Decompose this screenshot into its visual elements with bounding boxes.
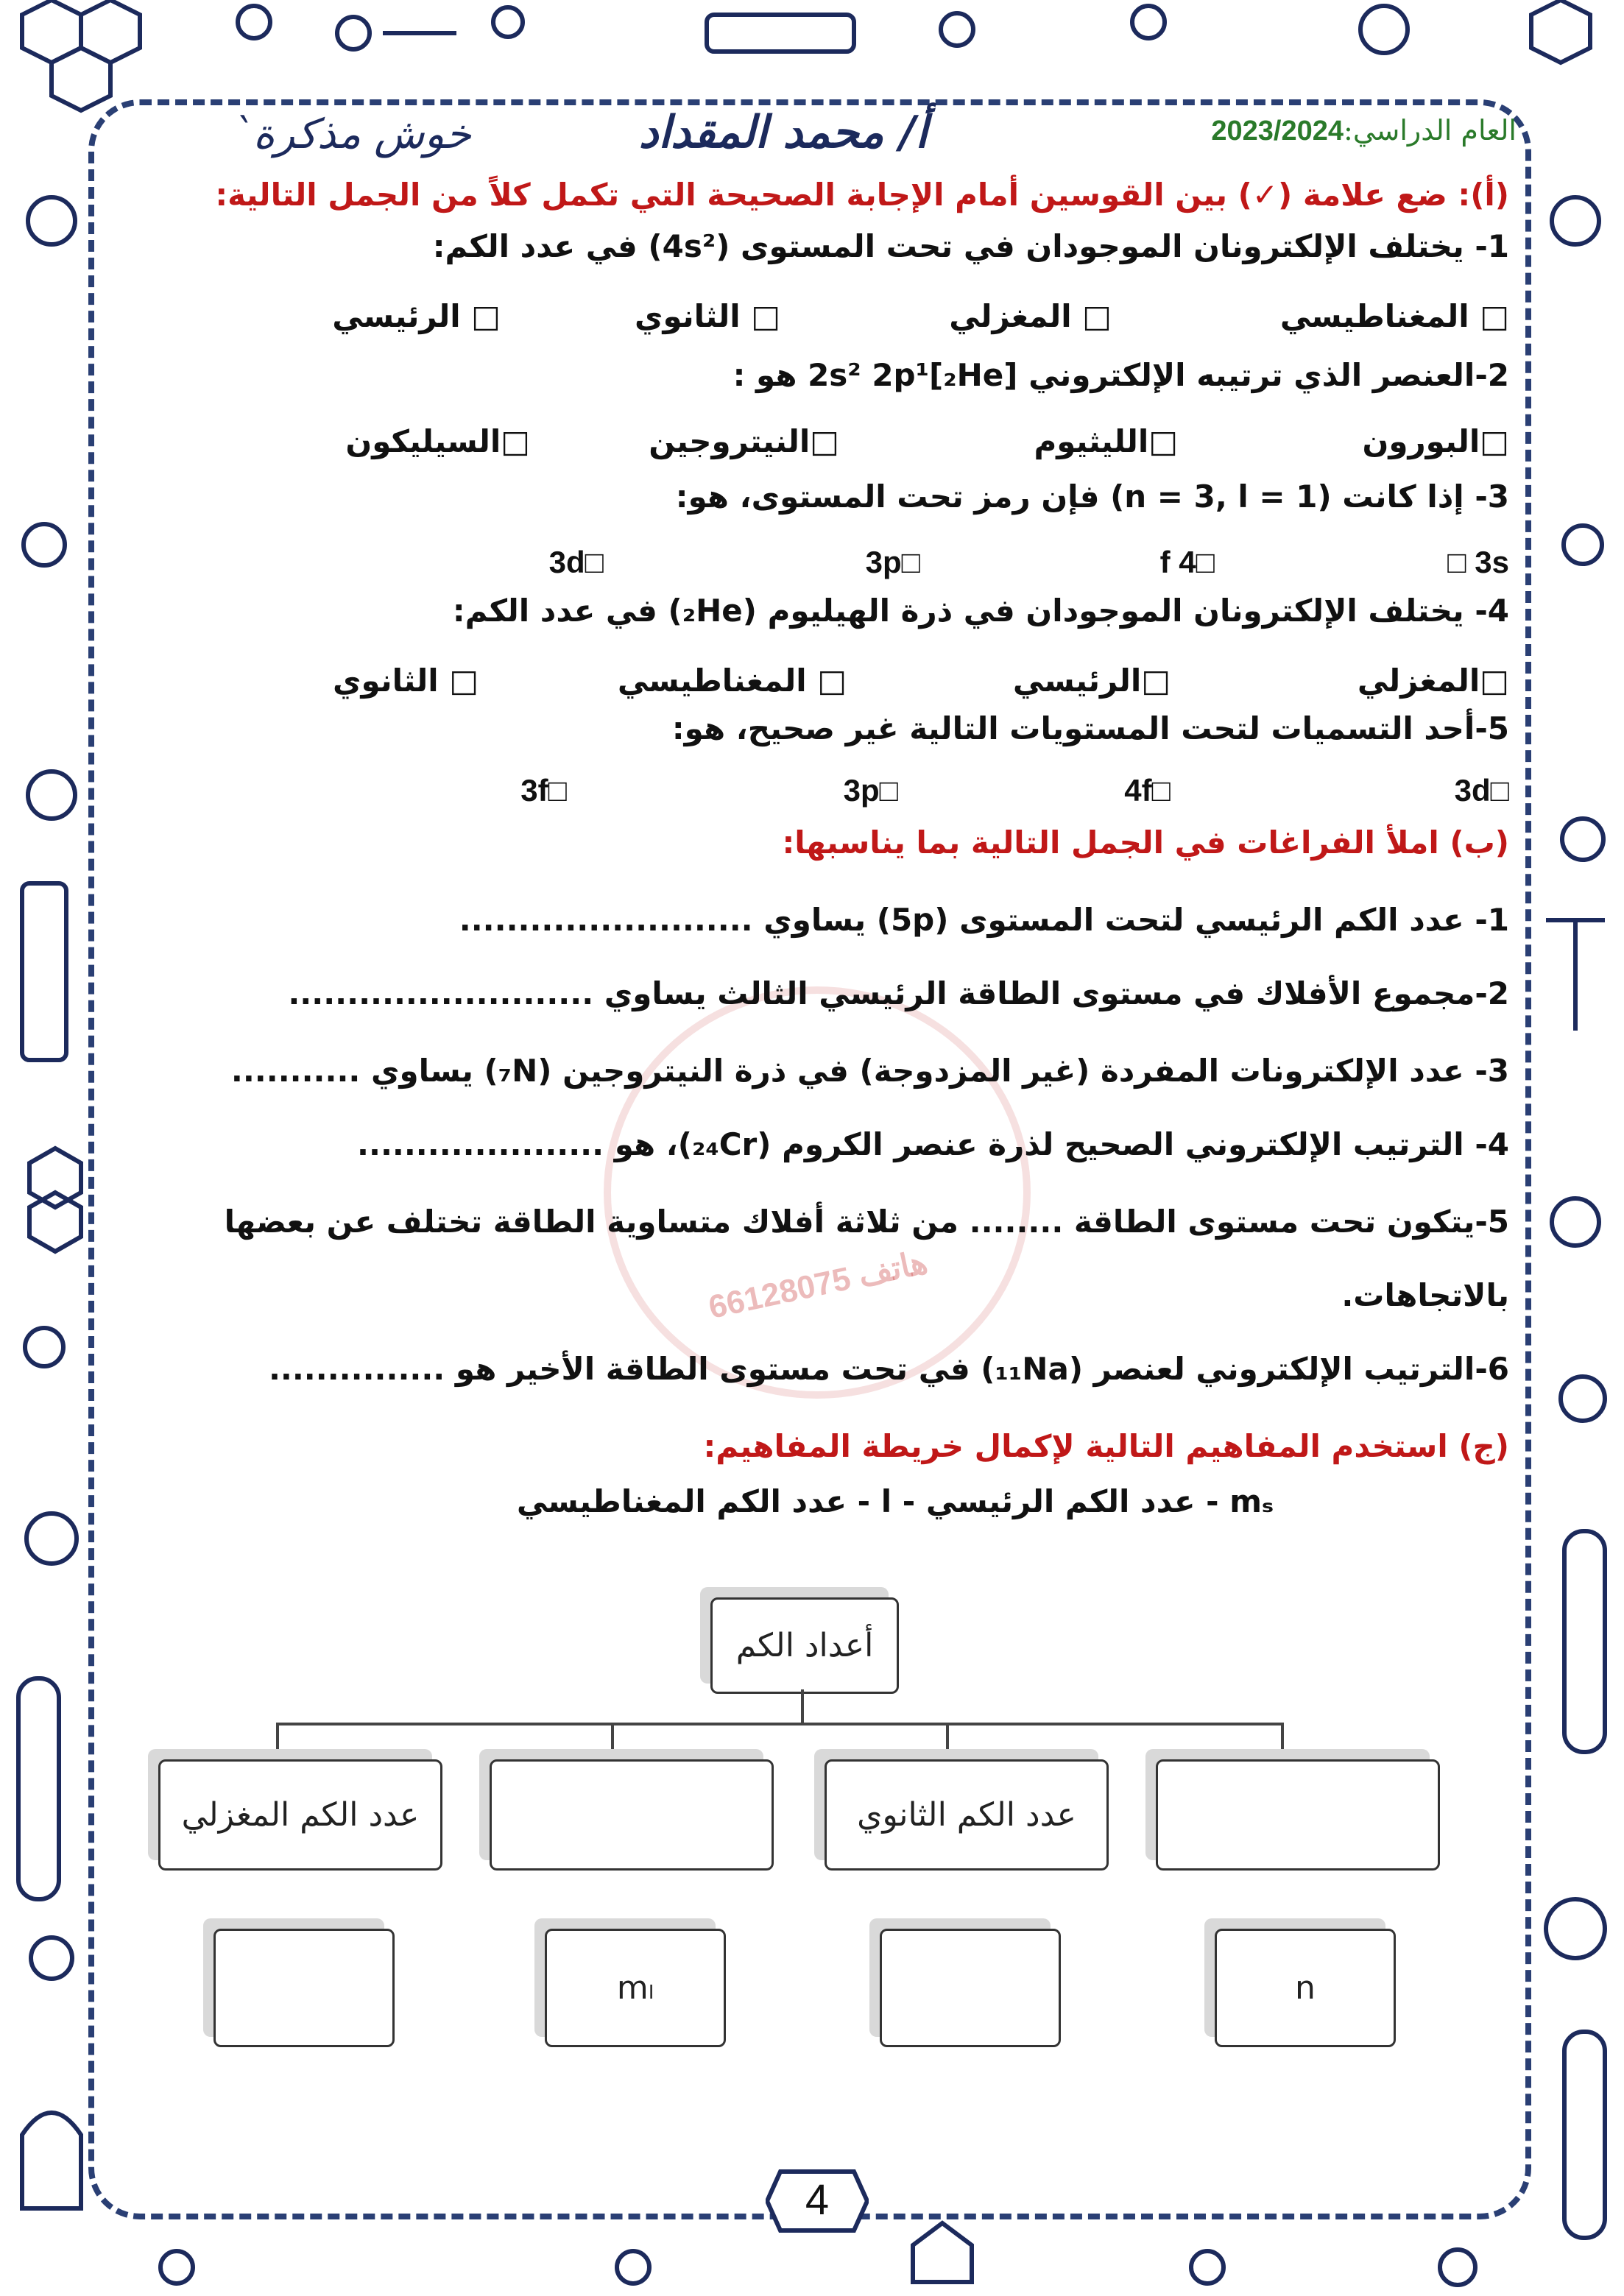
section-b-title: (ب) املأ الفراغات في الجمل التالية بما يناسبها:: [782, 824, 1509, 861]
concept-root: أعداد الكم: [710, 1597, 899, 1694]
concept-sub-n[interactable]: n: [1215, 1929, 1396, 2047]
connector-3: [946, 1723, 949, 1752]
academic-year: [1211, 114, 1517, 147]
concept-spin[interactable]: عدد الكم المغزلي: [158, 1759, 442, 1871]
question-2-options: [125, 423, 1509, 467]
concept-map: [129, 1568, 1447, 2083]
connector-horizontal: [276, 1723, 1281, 1725]
fill-item-2: 2-مجموع الأفلاك في مستوى الطاقة الرئيسي الثالث يساوي ..........................: [288, 975, 1509, 1011]
q4-option-1[interactable]: □المغزلي: [1357, 663, 1509, 699]
series-title: خوش مذكرة`: [233, 110, 471, 158]
concept-blank-1[interactable]: [490, 1759, 774, 1871]
q3-option-4[interactable]: □3d: [548, 545, 604, 579]
section-a-title: (أ): ضع علامة (✓) بين القوسين أمام الإجابة الصحيحة التي تكمل كلاً من الجمل التالية:: [215, 177, 1509, 213]
q3-option-2[interactable]: □4 f: [1159, 545, 1215, 579]
fill-item-1: 1- عدد الكم الرئيسي لتحت المستوى (5p) يساوي .........................: [459, 902, 1509, 938]
page-header: [118, 107, 1517, 166]
q1-option-1[interactable]: □ المغناطيسي: [1279, 298, 1509, 334]
q5-option-4[interactable]: □3f: [520, 773, 567, 808]
q2-option-1[interactable]: □البورون: [1362, 423, 1509, 459]
connector-2: [611, 1723, 614, 1752]
question-1-options: [125, 298, 1509, 342]
concept-azimuthal[interactable]: عدد الكم الثانوي: [825, 1759, 1109, 1871]
q3-option-1[interactable]: 3s □: [1447, 545, 1509, 579]
year-value: 2023/2024: [1211, 116, 1344, 146]
q4-option-4[interactable]: □ الثانوي: [333, 663, 479, 699]
q5-option-3[interactable]: □3p: [843, 773, 898, 808]
question-4-options: [125, 663, 1509, 707]
watermark-stamp: [604, 986, 1031, 1399]
year-label: العام الدراسي:: [1344, 114, 1517, 146]
fill-item-5-cont: بالاتجاهات.: [1341, 1277, 1509, 1313]
q1-option-2[interactable]: □ المغزلي: [949, 298, 1112, 334]
question-5-text: 5-أحد التسميات لتحت المستويات التالية غير صحيح، هو:: [671, 710, 1509, 746]
fill-item-5: 5-يتكون تحت مستوى الطاقة ........ من ثلاثة أفلاك متساوية الطاقة تختلف عن بعضها: [224, 1204, 1509, 1240]
q5-option-2[interactable]: □4f: [1124, 773, 1171, 808]
fill-item-4: 4- الترتيب الإلكتروني الصحيح لذرة عنصر الكروم (₂₄Cr)، هو .....................: [357, 1126, 1509, 1162]
q3-option-3[interactable]: □3p: [865, 545, 920, 579]
concept-sub-ml[interactable]: mₗ: [545, 1929, 726, 2047]
question-2-text: 2-العنصر الذي ترتيبه الإلكتروني [₂He]2s² 2p¹ هو :: [732, 357, 1509, 393]
fill-item-6: 6-الترتيب الإلكتروني لعنصر (₁₁Na) في تحت مستوى الطاقة الأخير هو ...............: [268, 1351, 1509, 1387]
q4-option-3[interactable]: □ المغناطيسي: [617, 663, 847, 699]
concept-list: mₛ - عدد الكم الرئيسي - l - عدد الكم المغناطيسي: [516, 1483, 1274, 1519]
page-number: 4: [805, 2176, 830, 2224]
q1-option-3[interactable]: □ الثانوي: [635, 298, 780, 334]
concept-blank-2[interactable]: [1156, 1759, 1440, 1871]
question-3-text: 3- إذا كانت (n = 3, l = 1) فإن رمز تحت المستوى، هو:: [675, 478, 1509, 515]
question-1-text: 1- يختلف الإلكترونان الموجودان في تحت المستوى (4s²) في عدد الكم:: [432, 228, 1509, 264]
q1-option-4[interactable]: □ الرئيسي: [332, 298, 501, 334]
concept-sub-1[interactable]: [213, 1929, 395, 2047]
connector-4: [1281, 1723, 1284, 1752]
teacher-name: أ/ محمد المقداد: [638, 107, 928, 158]
q2-option-4[interactable]: □السيليكون: [345, 423, 530, 459]
q5-option-1[interactable]: □3d: [1454, 773, 1509, 808]
concept-sub-3[interactable]: [880, 1929, 1061, 2047]
section-c-title: (ج) استخدم المفاهيم التالية لإكمال خريطة المفاهيم:: [703, 1428, 1509, 1464]
q2-option-2[interactable]: □الليثيوم: [1034, 423, 1178, 459]
fill-item-3: 3- عدد الإلكترونات المفردة (غير المزدوجة) في ذرة النيتروجين (₇N) يساوي ...........: [230, 1053, 1509, 1089]
question-3-options: [125, 545, 1509, 589]
connector-1: [276, 1723, 279, 1752]
question-4-text: 4- يختلف الإلكترونان الموجودان في ذرة الهيليوم (₂He) في عدد الكم:: [452, 593, 1509, 629]
stamp-phone: هاتف 66128075: [705, 1244, 931, 1326]
connector-root: [801, 1689, 804, 1723]
q4-option-2[interactable]: □الرئيسي: [1012, 663, 1171, 699]
q2-option-3[interactable]: □النيتروجين: [649, 423, 839, 459]
question-5-options: [125, 773, 1509, 817]
